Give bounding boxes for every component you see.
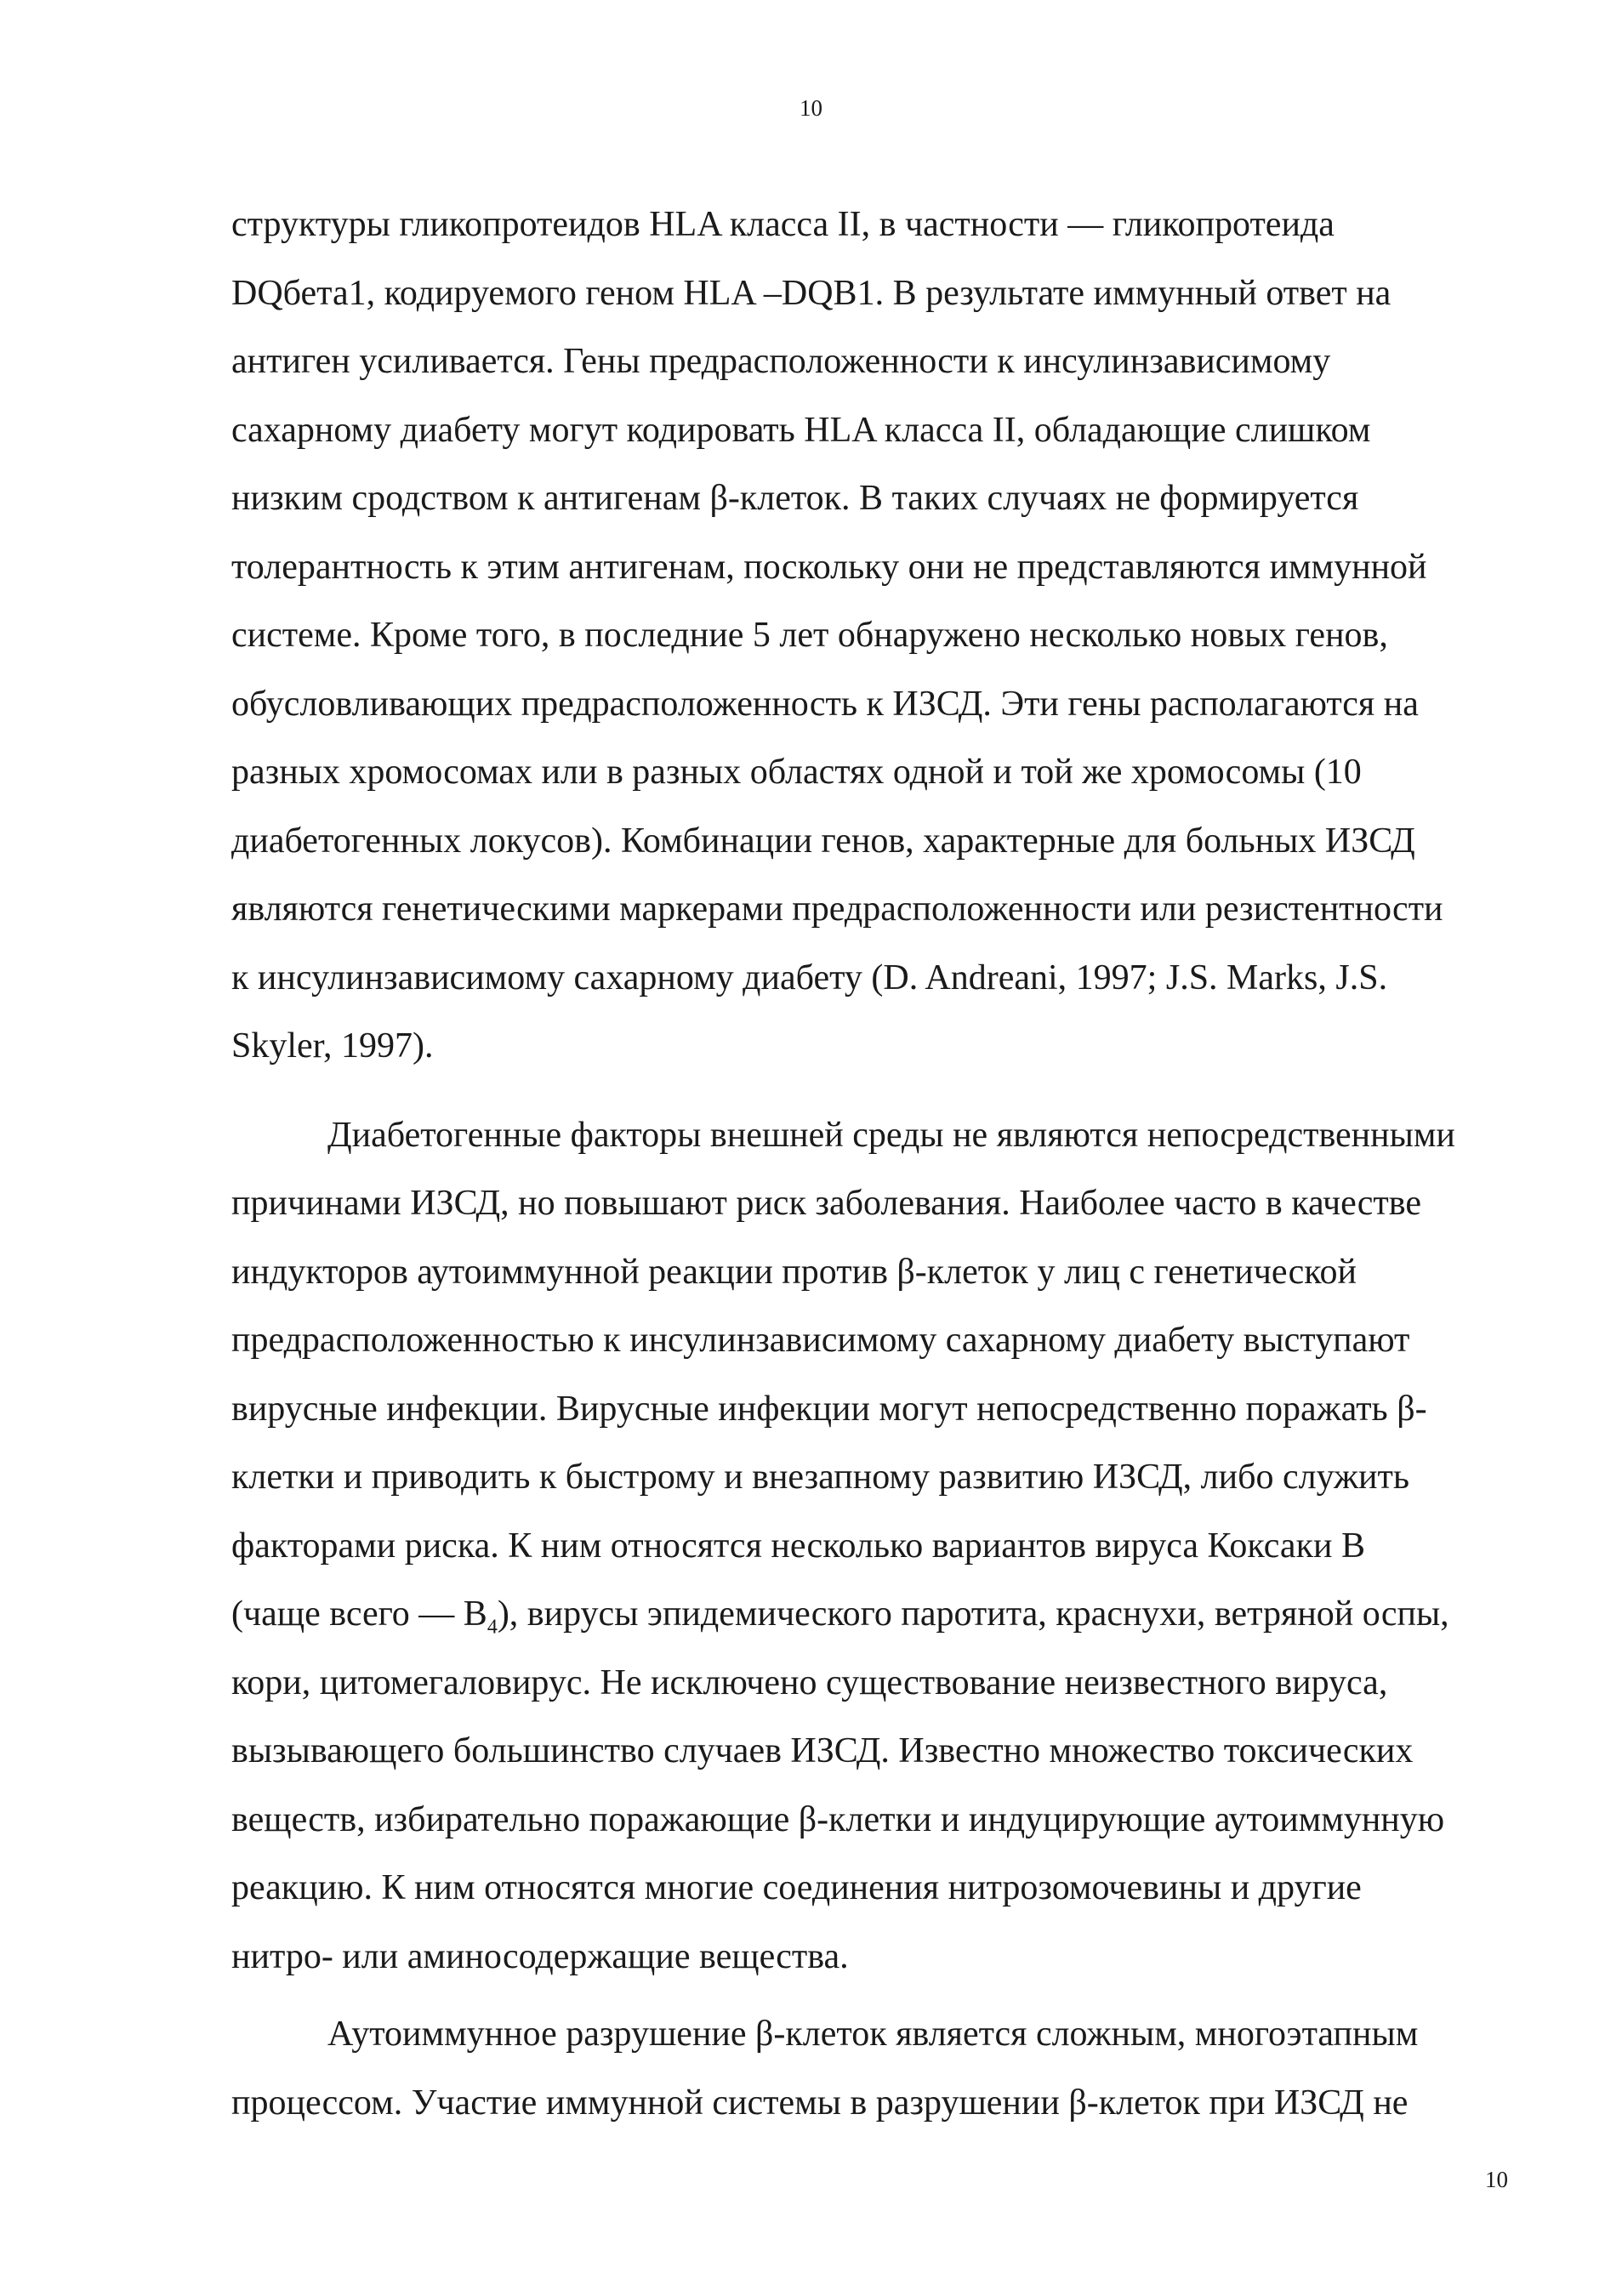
text-line: факторами риска. К ним относятся несколько вариантов вируса Коксаки B	[231, 1526, 1365, 1566]
text-line: процессом. Участие иммунной системы в разрушении β-клеток при ИЗСД не	[231, 2083, 1409, 2123]
document-body	[231, 190, 1541, 2137]
text-line: сахарному диабету могут кодировать HLA класса II, обладающие слишком	[231, 410, 1371, 450]
text-line: вызывающего большинство случаев ИЗСД. Известно множество токсических	[231, 1731, 1414, 1770]
sub-line-before: (чаще всего — B	[231, 1594, 487, 1634]
text-line: являются генетическими маркерами предрасположенности или резистентности	[231, 889, 1443, 929]
text-line: кори, цитомегаловирус. Не исключено существование неизвестного вируса,	[231, 1662, 1388, 1702]
text-line: системе. Кроме того, в последние 5 лет обнаружено несколько новых генов,	[231, 616, 1388, 655]
text-line-with-subscript	[231, 1580, 1541, 1649]
paragraph-1	[231, 190, 1541, 1081]
paragraph-3	[231, 2000, 1541, 2137]
text-line: веществ, избирательно поражающие β-клетки и индуцирующие аутоиммунную	[231, 1799, 1445, 1839]
text-line: индукторов аутоиммунной реакции против β-клеток у лиц с генетической	[231, 1252, 1357, 1292]
text-line: к инсулинзависимому сахарному диабету (D. Andreani, 1997; J.S. Marks, J.S.	[231, 958, 1388, 997]
text-line: толерантность к этим антигенам, поскольку они не представляются иммунной	[231, 547, 1427, 587]
text-line: нитро- или аминосодержащие вещества.	[231, 1936, 849, 1976]
text-line: вирусные инфекции. Вирусные инфекции могут непосредственно поражать β-	[231, 1389, 1427, 1429]
text-line: реакцию. К ним относятся многие соединения нитрозомочевины и другие	[231, 1868, 1362, 1907]
page-number-bottom: 10	[1485, 2167, 1508, 2192]
text-line: низким сродством к антигенам β-клеток. В таких случаях не формируется	[231, 479, 1359, 518]
text-line: Skyler, 1997).	[231, 1026, 434, 1066]
paragraph-2	[231, 1101, 1541, 1992]
text-line: структуры гликопротеидов HLA класса II, в частности — гликопротеида	[231, 205, 1335, 244]
text-line: разных хромосомах или в разных областях одной и той же хромосомы (10	[231, 753, 1362, 792]
text-line: клетки и приводить к быстрому и внезапному развитию ИЗСД, либо служить	[231, 1458, 1410, 1497]
text-line: причинами ИЗСД, но повышают риск заболевания. Наиболее часто в качестве	[231, 1184, 1422, 1223]
text-line: обусловливающих предрасположенность к ИЗСД. Эти гены располагаются на	[231, 684, 1419, 724]
text-line: диабетогенных локусов). Комбинации генов, характерные для больных ИЗСД	[231, 821, 1415, 861]
text-line: предрасположенностью к инсулинзависимому сахарному диабету выступают	[231, 1321, 1410, 1360]
text-line: Аутоиммунное разрушение β-клеток является сложным, многоэтапным	[327, 2015, 1419, 2054]
text-line: DQбета1, кодируемого геном HLA –DQB1. В результате иммунный ответ на	[231, 273, 1392, 313]
sub-line-after: ), вирусы эпидемического паротита, краснухи, ветряной оспы,	[497, 1594, 1449, 1634]
text-line: антиген усиливается. Гены предрасположенности к инсулинзависимому	[231, 342, 1331, 381]
page-number-top: 10	[800, 95, 822, 121]
subscript-index: 4	[487, 1616, 498, 1639]
text-line: Диабетогенные факторы внешней среды не являются непосредственными	[327, 1115, 1455, 1155]
